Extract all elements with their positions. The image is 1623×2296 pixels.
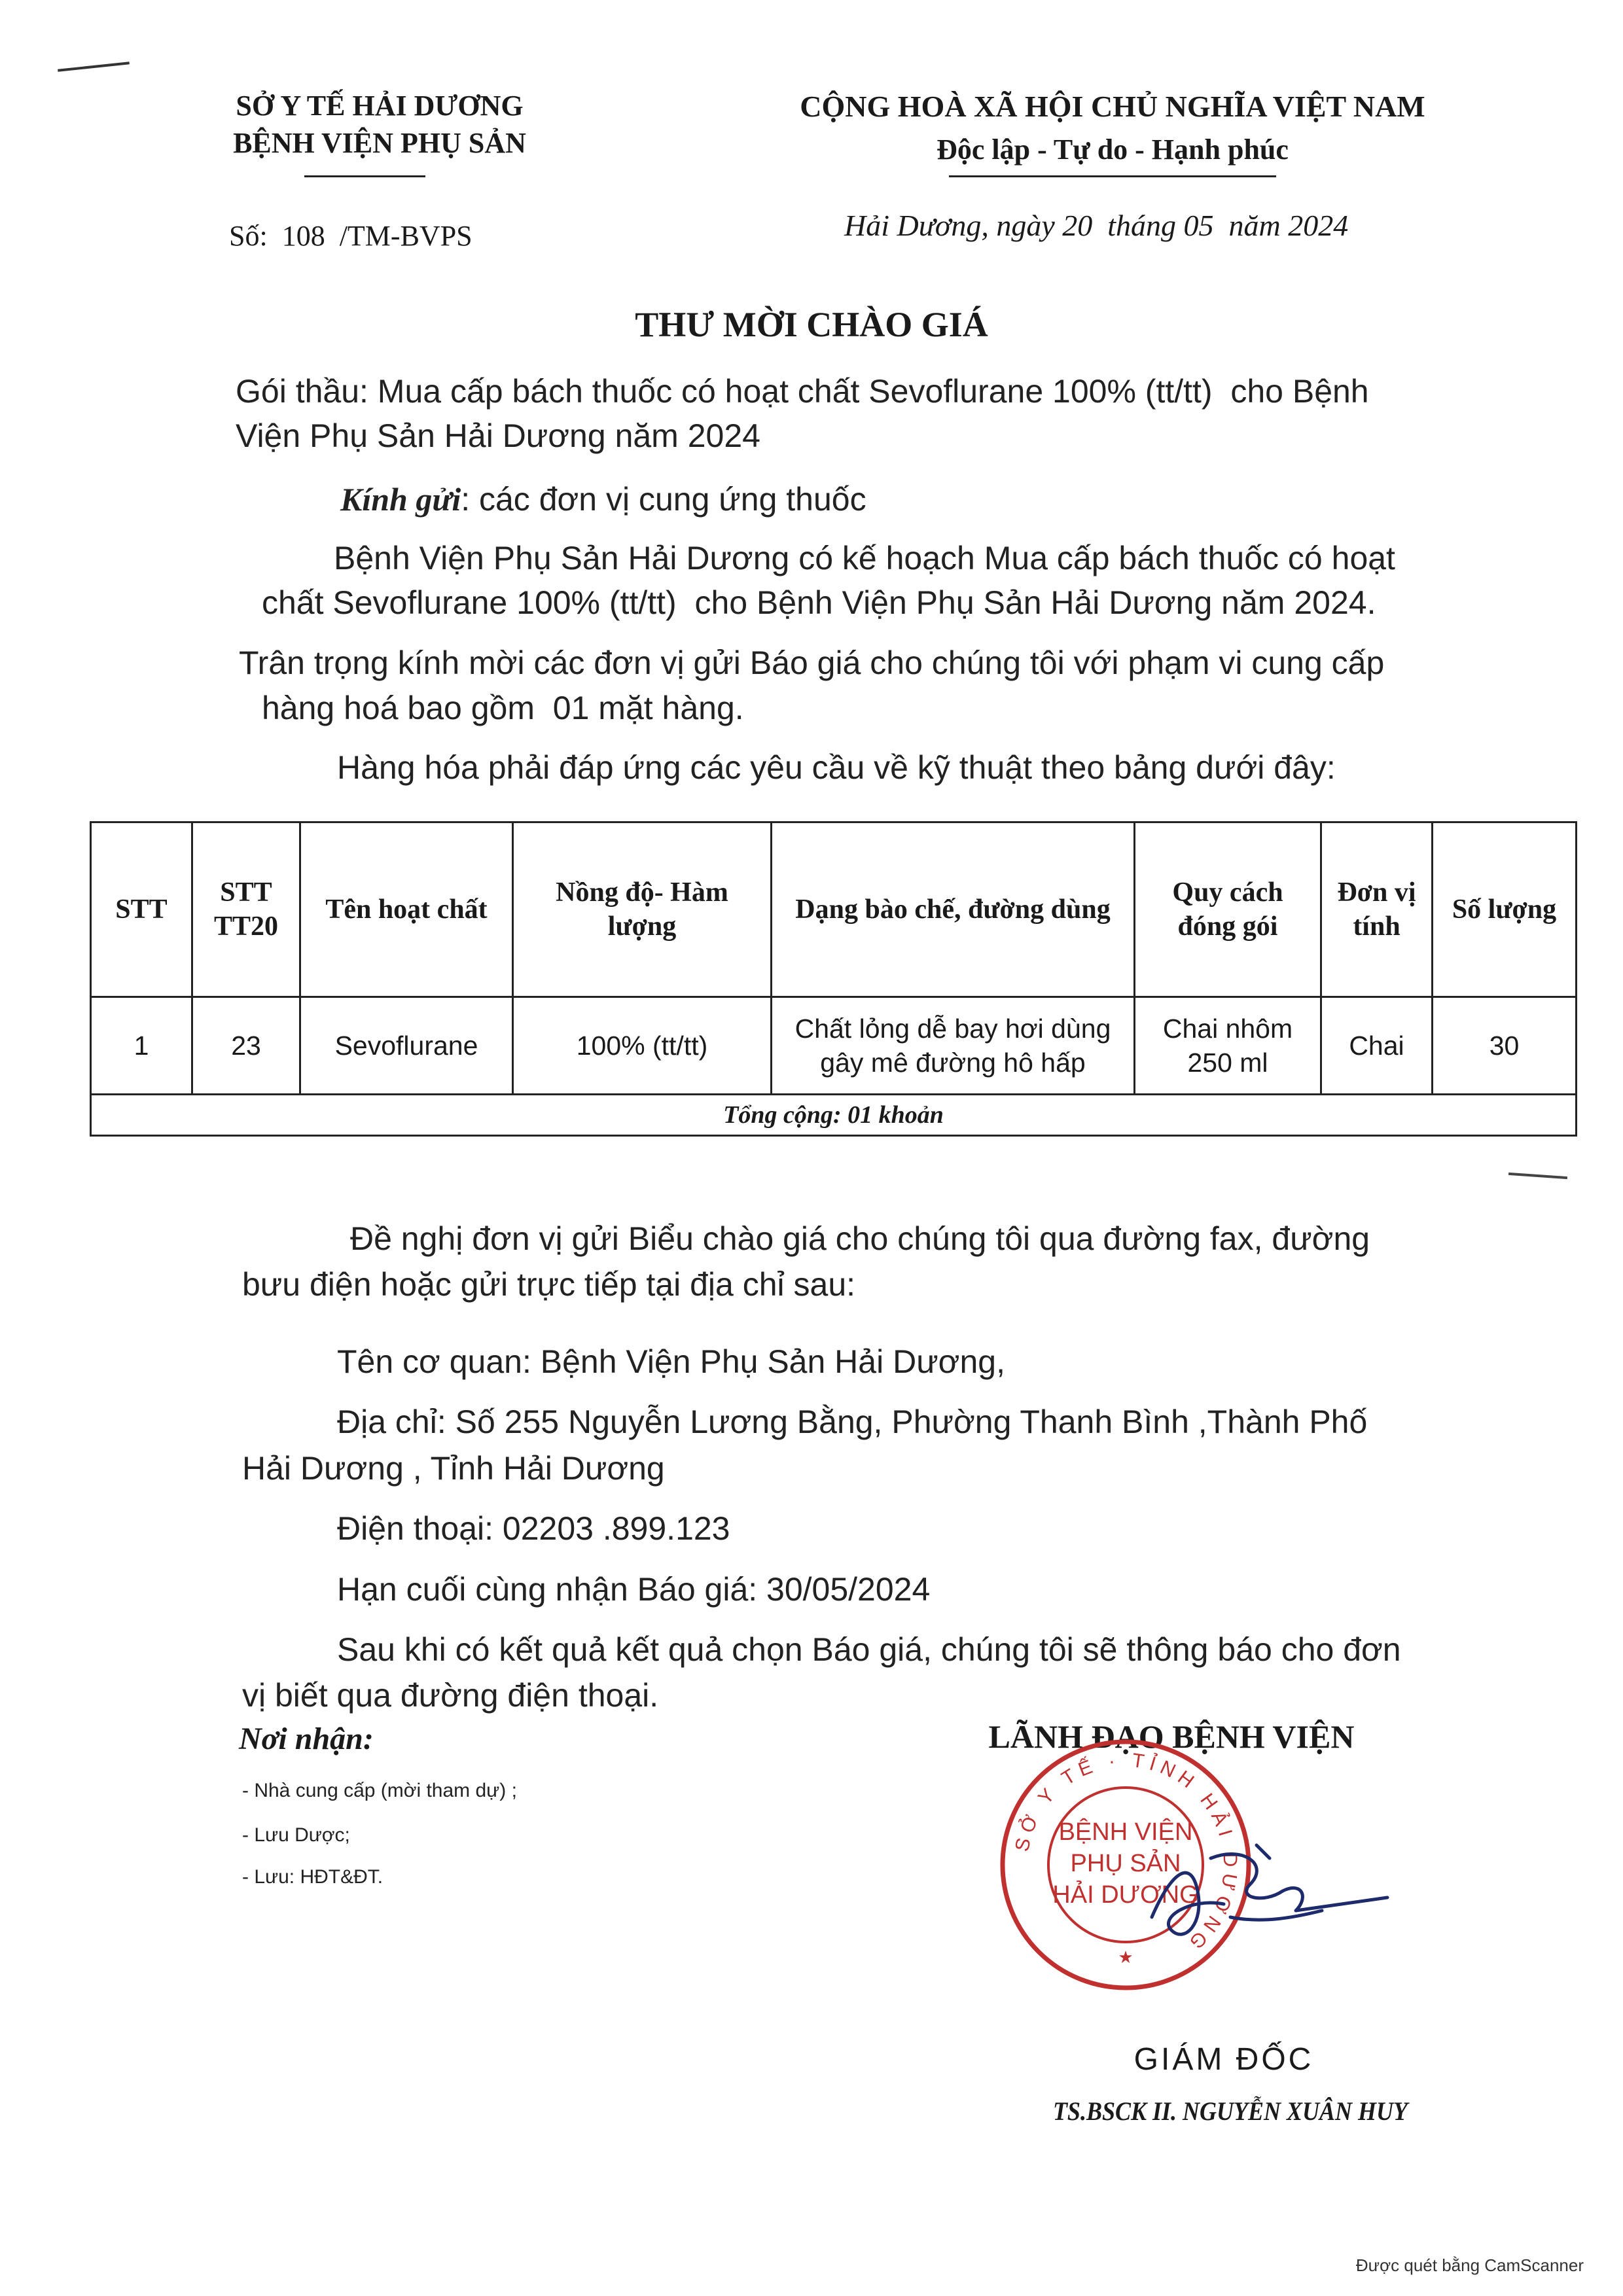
phone: Điện thoại: 02203 .899.123 xyxy=(337,1510,730,1547)
greeting xyxy=(340,476,866,523)
table-cell: Chai nhôm 250 ml xyxy=(1135,997,1321,1095)
greeting-label: Kính gửi xyxy=(340,481,461,518)
doc-number: Số: 108 /TM-BVPS xyxy=(229,220,473,252)
nation-line1: CỘNG HOÀ XÃ HỘI CHỦ NGHĨA VIỆT NAM xyxy=(800,90,1425,123)
table-cell: 30 xyxy=(1433,997,1577,1095)
para1-line1: Bệnh Viện Phụ Sản Hải Dương có kế hoạch Mua cấp bách thuốc có hoạt xyxy=(334,540,1395,576)
signature-heading: LÃNH ĐẠO BỆNH VIỆN xyxy=(988,1718,1355,1755)
scan-mark xyxy=(58,62,130,71)
header-cell: Số lượng xyxy=(1433,822,1577,997)
table-cell: 100% (tt/tt) xyxy=(513,997,772,1095)
org-underline xyxy=(304,175,425,177)
package-line1: Gói thầu: Mua cấp bách thuốc có hoạt chất Sevoflurane 100% (tt/tt) cho Bệnh xyxy=(236,373,1369,410)
table-cell: 23 xyxy=(192,997,300,1095)
closing-line1: Sau khi có kết quả kết quả chọn Báo giá, chúng tôi sẽ thông báo cho đơn xyxy=(337,1631,1401,1668)
request-line1: Đề nghị đơn vị gửi Biểu chào giá cho chúng tôi qua đường fax, đường xyxy=(350,1220,1370,1257)
place-date: Hải Dương, ngày 20 tháng 05 năm 2024 xyxy=(844,209,1349,242)
package-line2: Viện Phụ Sản Hải Dương năm 2024 xyxy=(236,417,760,454)
scan-mark xyxy=(1508,1173,1567,1179)
para2-line2: hàng hoá bao gồm 01 mặt hàng. xyxy=(262,690,744,726)
para3: Hàng hóa phải đáp ứng các yêu cầu về kỹ thuật theo bảng dưới đây: xyxy=(337,749,1336,786)
stamp-ring-text: SỞ Y TẾ · TỈNH HẢI DƯƠNG xyxy=(1011,1749,1241,1957)
table-total-row xyxy=(91,1095,1577,1136)
table-cell: Chai xyxy=(1321,997,1433,1095)
address-line1: Địa chỉ: Số 255 Nguyễn Lương Bằng, Phường Thanh Bình ,Thành Phố xyxy=(337,1404,1368,1440)
org-line2: BỆNH VIỆN PHỤ SẢN xyxy=(233,127,526,159)
nation-line2: Độc lập - Tự do - Hạnh phúc xyxy=(936,133,1289,166)
table-header-row xyxy=(91,822,1577,997)
para2-line1: Trân trọng kính mời các đơn vị gửi Báo giá cho chúng tôi với phạm vi cung cấp xyxy=(239,645,1385,681)
recipient-item: - Lưu: HĐT&ĐT. xyxy=(242,1866,383,1888)
org-line1: SỞ Y TẾ HẢI DƯƠNG xyxy=(236,90,524,122)
header-cell: Đơn vị tính xyxy=(1321,822,1433,997)
header-cell: Tên hoạt chất xyxy=(300,822,513,997)
recipient-item: - Nhà cung cấp (mời tham dự) ; xyxy=(242,1780,517,1801)
agency: Tên cơ quan: Bệnh Viện Phụ Sản Hải Dương, xyxy=(337,1343,1005,1380)
stamp-line1: BỆNH VIỆN xyxy=(1058,1818,1193,1846)
goods-table xyxy=(90,821,1577,1137)
recipient-item: - Lưu Dược; xyxy=(242,1824,350,1846)
table-cell: 1 xyxy=(91,997,192,1095)
stamp-star: ★ xyxy=(1118,1947,1133,1967)
table-cell: Chất lỏng dễ bay hơi dùng gây mê đường hô hấp xyxy=(772,997,1135,1095)
motto-underline xyxy=(949,175,1276,177)
deadline: Hạn cuối cùng nhận Báo giá: 30/05/2024 xyxy=(337,1571,931,1608)
signature-name: TS.BSCK II. NGUYỄN XUÂN HUY xyxy=(1052,2096,1408,2126)
header-cell: STT xyxy=(91,822,192,997)
header-cell: Dạng bào chế, đường dùng xyxy=(772,822,1135,997)
table-total: Tổng cộng: 01 khoản xyxy=(91,1095,1577,1136)
request-line2: bưu điện hoặc gửi trực tiếp tại địa chỉ sau: xyxy=(242,1266,856,1303)
handwritten-signature xyxy=(1113,1819,1427,1963)
address-line2: Hải Dương , Tỉnh Hải Dương xyxy=(242,1450,665,1487)
header-cell: Nồng độ- Hàm lượng xyxy=(513,822,772,997)
header-cell: STT TT20 xyxy=(192,822,300,997)
stamp-line3: HẢI DƯƠNG xyxy=(1052,1881,1199,1909)
table-row xyxy=(91,997,1577,1095)
closing-line2: vị biết qua đường điện thoại. xyxy=(242,1677,659,1714)
page-title: THƯ MỜI CHÀO GIÁ xyxy=(635,305,988,344)
table-cell: Sevoflurane xyxy=(300,997,513,1095)
recipients-title: Nơi nhận: xyxy=(239,1722,374,1756)
stamp-line2: PHỤ SẢN xyxy=(1070,1850,1181,1877)
header-cell: Quy cách đóng gói xyxy=(1135,822,1321,997)
greeting-rest: : các đơn vị cung ứng thuốc xyxy=(461,481,866,518)
signature-position: GIÁM ĐỐC xyxy=(1133,2042,1314,2077)
para1-line2: chất Sevoflurane 100% (tt/tt) cho Bệnh Viện Phụ Sản Hải Dương năm 2024. xyxy=(262,584,1376,621)
scanner-watermark: Được quét bằng CamScanner xyxy=(1355,2255,1584,2275)
